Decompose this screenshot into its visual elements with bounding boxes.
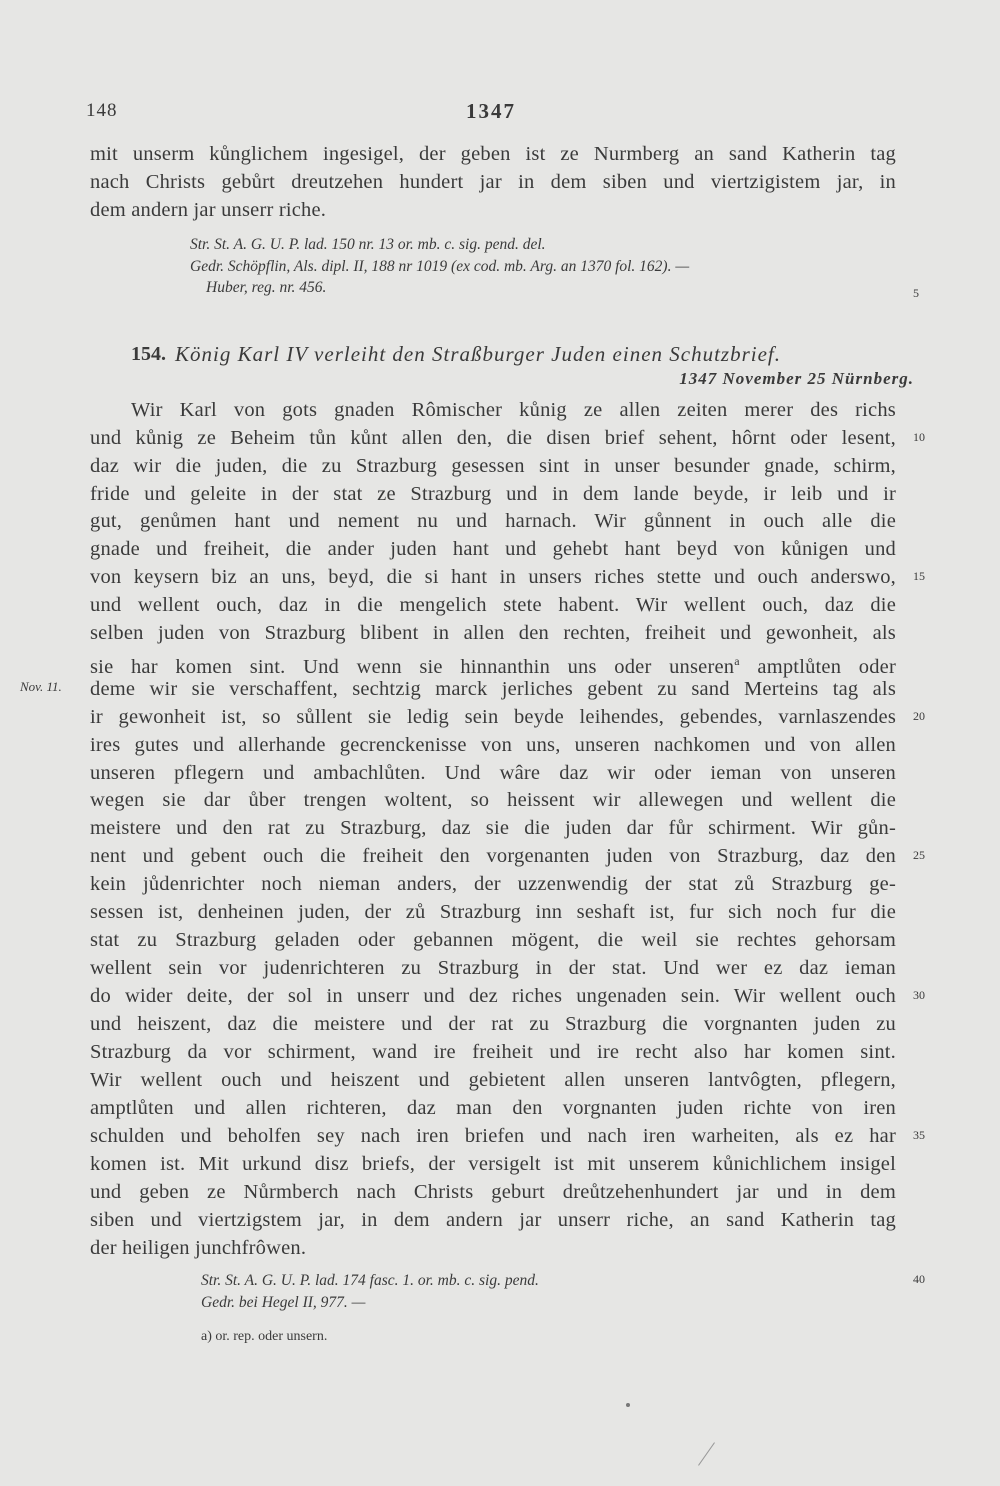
footnote-marker: a — [734, 654, 740, 668]
document-text-line: meistere und den rat zu Strazburg, daz sie die juden dar fůr schirment. Wir gůn- — [90, 817, 896, 839]
document-text-line: fride und geleite in der stat ze Strazburg und in dem lande beyde, ir leib und ir — [90, 483, 896, 505]
document-text-line: Wir Karl von gots gnaden Rômischer kůnig ze allen zeiten merer des richs — [131, 399, 896, 421]
document-text-line: ir gewonheit ist, so sůllent sie ledig sein beyde leihendes, gebendes, varnlaszendes — [90, 706, 896, 728]
document-source-line: Str. St. A. G. U. P. lad. 174 fasc. 1. or. mb. c. sig. pend. — [201, 1272, 539, 1289]
document-text-line: schulden und beholfen sey nach iren briefen und nach iren warheiten, als ez har — [90, 1125, 896, 1147]
line-number: 40 — [913, 1272, 925, 1286]
document-text-line: und kůnig ze Beheim tůn kůnt allen den, die disen brief sehent, hôrnt oder lesent, — [90, 427, 896, 449]
document-source-line: Gedr. bei Hegel II, 977. — — [201, 1294, 366, 1311]
document-text-line: do wider deite, der sol in unserr und dez riches ungenaden sein. Wir wellent ouch — [90, 985, 896, 1007]
document-text-line: Strazburg da vor schirment, wand ire freiheit und ire recht also har komen sint. — [90, 1041, 896, 1063]
ink-speck — [626, 1403, 630, 1407]
line-number: 35 — [913, 1128, 925, 1142]
pencil-mark — [698, 1442, 715, 1466]
line-number: 20 — [913, 709, 925, 723]
document-text-line: unseren pflegern und ambachlůten. Und wâre daz wir oder ieman von unseren — [90, 762, 896, 784]
document-text-line: nent und gebent ouch die freiheit den vorgenanten juden von Strazburg, daz den — [90, 845, 896, 867]
document-text-line: amptlůten und allen richteren, daz man den vorgnanten juden richte von iren — [90, 1097, 896, 1119]
document-title: König Karl IV verleiht den Straßburger Juden einen Schutzbrief. — [175, 342, 782, 366]
line-number: 25 — [913, 848, 925, 862]
running-head-year: 1347 — [466, 99, 516, 123]
line-number: 30 — [913, 988, 925, 1002]
preceding-text-line: mit unserm kůnglichem ingesigel, der geben ist ze Nurmberg an sand Katherin tag — [90, 143, 896, 165]
line-number: 10 — [913, 430, 925, 444]
preceding-source-line: Huber, reg. nr. 456. — [206, 279, 327, 296]
document-number: 154. — [131, 343, 166, 365]
document-text-line: sessen ist, denheinen juden, der zů Strazburg inn seshaft ist, fur sich noch fur die — [90, 901, 896, 923]
preceding-text-line: nach Christs gebůrt dreutzehen hundert jar in dem siben und viertzigistem jar, in — [90, 171, 896, 193]
preceding-source-line: Gedr. Schöpflin, Als. dipl. II, 188 nr 1019 (ex cod. mb. Arg. an 1370 fol. 162). — — [190, 258, 690, 275]
margin-date-note: Nov. 11. — [20, 679, 62, 694]
document-text-line: stat zu Strazburg geladen oder gebannen mögent, die weil sie rechtes gehorsam — [90, 929, 896, 951]
document-text-line: sie har komen sint. Und wenn sie hinnanthin uns oder unseren$^a$ amptlůten oder — [90, 654, 897, 678]
document-text-line: siben und viertzigstem jar, in dem andern jar unserr riche, an sand Katherin tag — [90, 1209, 896, 1231]
document-text-line: von keysern biz an uns, beyd, die si hant in unsers riches stette und ouch anderswo, — [90, 566, 896, 588]
document-text-line: und geben ze Nůrmberch nach Christs geburt dreůtzehenhundert jar und in dem — [90, 1181, 896, 1203]
document-text-line: Wir wellent ouch und heiszent und gebietent allen unseren lantvôgten, pflegern, — [90, 1069, 896, 1091]
line-number: 5 — [913, 286, 919, 300]
document-text-line: selben juden von Strazburg blibent in allen den rechten, freiheit und gewonheit, als — [90, 622, 896, 644]
document-text-line: und heiszent, daz die meistere und der rat zu Strazburg die vorgnanten juden zu — [90, 1013, 896, 1035]
document-dateline: 1347 November 25 Nürnberg. — [679, 369, 914, 388]
document-text-line: deme wir sie verschaffent, sechtzig marck jerliches gebent zu sand Merteins tag als — [90, 678, 896, 700]
page-number: 148 — [86, 100, 118, 121]
document-text-line: kein jůdenrichter noch nieman anders, der uzzenwendig der stat zů Strazburg ge- — [90, 873, 896, 895]
document-text-line: ires gutes und allerhande gecrenckenisse von uns, unseren nachkomen und von allen — [90, 734, 896, 756]
document-text-line: und wellent ouch, daz in die mengelich stete habent. Wir wellent ouch, daz die — [90, 594, 896, 616]
document-text-line: gnade und freiheit, die ander juden hant und gehebt hant beyd von kůnigen und — [90, 538, 896, 560]
document-text-line: wegen sie dar ůber trengen woltent, so heissent wir allewegen und wellent die — [90, 789, 896, 811]
preceding-text-line: dem andern jar unserr riche. — [90, 199, 327, 221]
document-text-line: wellent sein vor judenrichteren zu Strazburg in der stat. Und wer ez daz ieman — [90, 957, 896, 979]
document-text-line: daz wir die juden, die zu Strazburg gesessen sint in unser besunder gnade, schirm, — [90, 455, 896, 477]
footnote: a) or. rep. oder unsern. — [201, 1329, 328, 1344]
preceding-source-line: Str. St. A. G. U. P. lad. 150 nr. 13 or. mb. c. sig. pend. del. — [190, 236, 546, 253]
document-text-line: der heiligen junchfrôwen. — [90, 1237, 307, 1259]
document-text-line: gut, genůmen hant und nement nu und harnach. Wir gůnnent in ouch alle die — [90, 510, 896, 532]
document-text-line: komen ist. Mit urkund disz briefs, der versigelt ist mit unserem kůnichlichem insigel — [90, 1153, 896, 1175]
line-number: 15 — [913, 569, 925, 583]
